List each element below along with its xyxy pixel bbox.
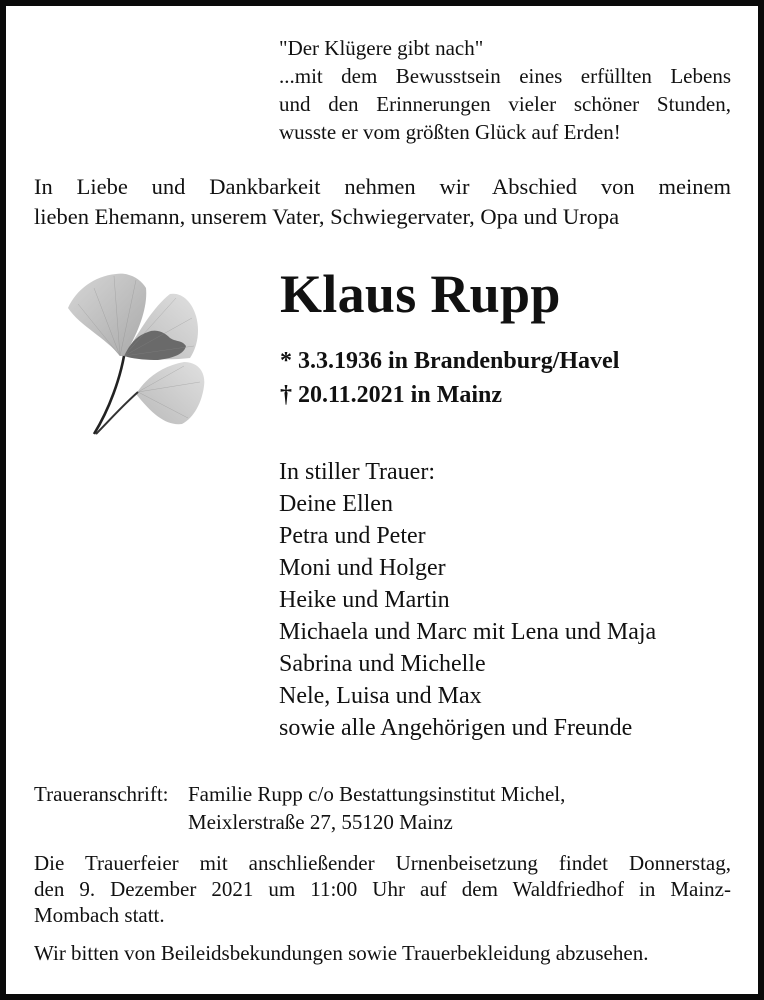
address-line: Meixlerstraße 27, 55120 Mainz	[188, 810, 453, 834]
service-line: Mombach statt.	[34, 903, 165, 927]
mourner-entry: sowie alle Angehörigen und Freunde	[279, 715, 633, 741]
life-dates	[280, 344, 619, 412]
birth-date: * 3.3.1936 in Brandenburg/Havel	[280, 348, 620, 374]
mourner-entry: Moni und Holger	[279, 555, 446, 581]
intro-line: In Liebe und Dankbarkeit nehmen wir Abschied von meinem	[34, 174, 731, 199]
deceased-name: Klaus Rupp	[280, 264, 561, 324]
death-date: † 20.11.2021 in Mainz	[280, 382, 503, 408]
mourners-list	[279, 456, 656, 744]
intro-line: lieben Ehemann, unserem Vater, Schwiegervater, Opa und Uropa	[34, 204, 620, 229]
service-line: den 9. Dezember 2021 um 11:00 Uhr auf dem Waldfriedhof in Mainz-	[34, 877, 731, 901]
closing-request: Wir bitten von Beileidsbekundungen sowie Trauerbekleidung abzusehen.	[34, 941, 649, 965]
motto-line: und den Erinnerungen vieler schöner Stunden,	[279, 92, 731, 116]
mourner-entry: Nele, Luisa und Max	[279, 683, 482, 709]
mourning-address	[34, 780, 565, 836]
mourner-entry: Petra und Peter	[279, 523, 426, 549]
mourner-entry: Sabrina und Michelle	[279, 651, 486, 677]
motto-line: wusste er vom größten Glück auf Erden!	[279, 120, 621, 144]
motto-quote	[279, 34, 731, 146]
service-line: Die Trauerfeier mit anschließender Urnenbeisetzung findet Donnerstag,	[34, 851, 731, 875]
motto-line: ...mit dem Bewusstsein eines erfüllten Lebens	[279, 64, 731, 88]
mourners-heading: In stiller Trauer:	[279, 459, 435, 485]
mourner-entry: Deine Ellen	[279, 491, 393, 517]
service-info	[34, 850, 731, 928]
ginkgo-leaf-icon	[58, 268, 208, 438]
motto-line: "Der Klügere gibt nach"	[279, 36, 484, 60]
address-line: Familie Rupp c/o Bestattungsinstitut Michel,	[188, 782, 566, 806]
address-label: Traueranschrift:	[34, 782, 169, 806]
farewell-intro	[34, 172, 731, 232]
mourner-entry: Heike und Martin	[279, 587, 450, 613]
mourner-entry: Michaela und Marc mit Lena und Maja	[279, 619, 657, 645]
